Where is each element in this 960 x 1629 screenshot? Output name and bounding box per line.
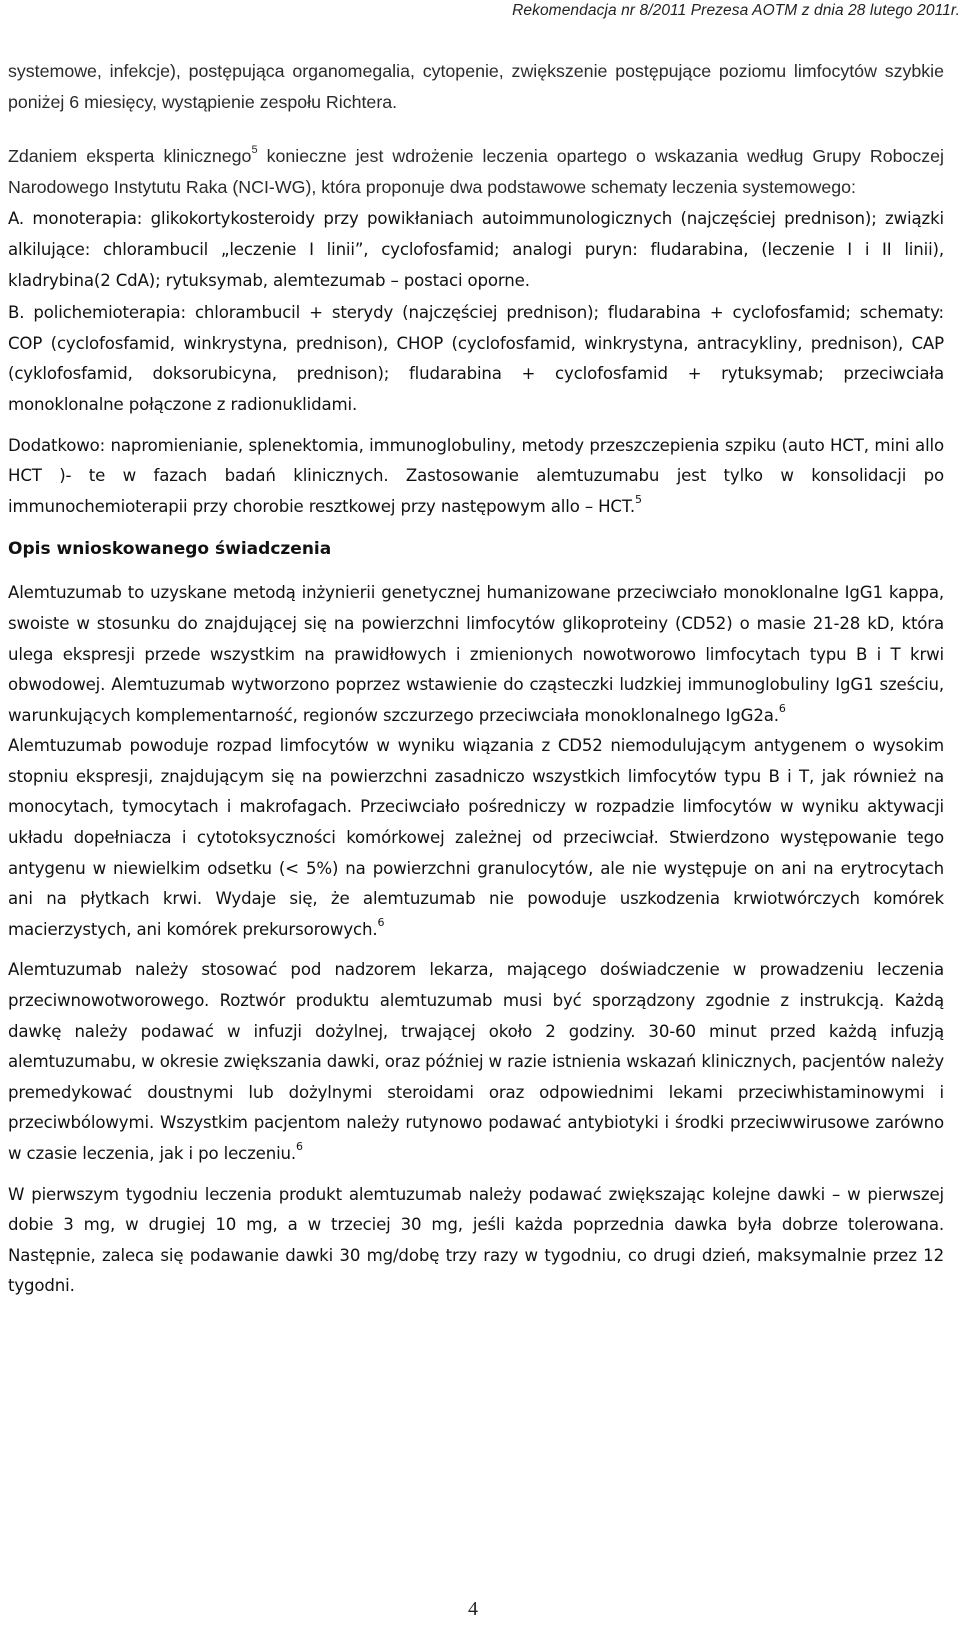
paragraph-alemtuzumab-description-text: Alemtuzumab to uzyskane metodą inżynierii genetycznej humanizowane przeciwciało monoklonalne IgG1 kappa, swoiste w stosunku do znajdującej się na powierzchni limfocytów glikoproteiny (CD52) o masie 21-28 kD, która ulega ekspresji przede wszystkim na prawidłowych i zmienionych nowotworowo limfocytach typu B i T krwi obwodowej. Alemtuzumab wytworzono poprzez wstawienie do cząsteczki ludzkiej immunoglobuliny IgG1 sześciu, warunkujących komplementarność, regionów szczurzego przeciwciała monoklonalnego IgG2a. <box>8 583 944 725</box>
paragraph-additional-methods-text: Dodatkowo: napromienianie, splenektomia, immunoglobuliny, metody przeszczepienia szpiku (auto HCT, mini allo HCT )- te w fazach badań klinicznych. Zastosowanie alemtuzumabu jest tylko w konsolidacji po immunochemioterapii przy chorobie resztkowej przy następowym allo – HCT. <box>8 435 944 516</box>
paragraph-mechanism-text: Alemtuzumab powoduje rozpad limfocytów w wyniku wiązania z CD52 niemodulującym antygenem o wysokim stopniu ekspresji, znajdującym się na powierzchni zasadniczo wszystkich limfocytów typu B i T, jak również na monocytach, tymocytach i makrofagach. Przeciwciało pośredniczy w rozpadzie limfocytów w wyniku aktywacji układu dopełniacza i cytotoksyczności komórkowej zależnej od przeciwciał. Stwierdzono występowanie tego antygenu w niewielkim odsetku (< 5%) na powierzchni granulocytów, ale nie występuje on ani na erytrocytach ani na płytkach krwi. Wydaje się, że alemtuzumab nie powoduje uszkodzenia krwiotwórczych komórek macierzystych, ani komórek prekursorowych. <box>8 736 944 939</box>
paragraph-expert-opinion-rest: konieczne jest wdrożenie leczenia opartego o wskazania według Grupy Roboczej Narodowego Instytutu Raka (NCI-WG), która proponuje dwa podstawowe schematy leczenia systemowego: <box>8 146 944 197</box>
document-body <box>8 56 944 1302</box>
paragraph-administration-text: Alemtuzumab należy stosować pod nadzorem lekarza, mającego doświadczenie w prowadzeniu leczenia przeciwnowotworowego. Roztwór produktu alemtuzumab musi być sporządzony zgodnie z instrukcją. Każdą dawkę należy podawać w infuzji dożylnej, trwającej około 2 godziny. 30-60 minut przed każdą infuzją alemtuzumabu, w okresie zwiększania dawki, oraz później w razie istnienia wskazań klinicznych, pacjentów należy premedykować doustnymi lub dożylnymi steroidami oraz odpowiednimi lekami przeciwhistaminowymi i przeciwbólowymi. Wszystkim pacjentom należy rutynowo podawać antybiotyki i środki przeciwwirusowe zarówno w czasie leczenia, jak i po leczeniu. <box>8 960 944 1163</box>
paragraph-additional-methods <box>8 431 944 523</box>
footnote-ref: 6 <box>778 702 786 716</box>
paragraph-indications-end: systemowe, infekcje), postępująca organomegalia, cytopenie, zwiększenie postępujące poziomu limfocytów szybkie poniżej 6 miesięcy, wystąpienie zespołu Richtera. <box>8 61 944 112</box>
paragraph-alemtuzumab-description <box>8 578 944 731</box>
paragraph-mechanism <box>8 731 944 945</box>
section-heading: Opis wnioskowanego świadczenia <box>8 539 332 560</box>
paragraph-administration <box>8 955 944 1169</box>
page-number: 4 <box>468 1598 478 1620</box>
paragraph-expert-opinion <box>8 141 944 202</box>
paragraph-dosing: W pierwszym tygodniu leczenia produkt alemtuzumab należy podawać zwiększając kolejne dawki – w pierwszej dobie 3 mg, w drugiej 10 mg, a w trzeciej 30 mg, jeśli każda poprzednia dawka była dobrze tolerowana. Następnie, zaleca się podawanie dawki 30 mg/dobę trzy razy w tygodniu, co drugi dzień, maksymalnie przez 12 tygodni. <box>8 1184 944 1296</box>
footnote-ref: 6 <box>377 916 385 930</box>
footnote-ref: 6 <box>296 1140 303 1154</box>
paragraph-expert-opinion-start: Zdaniem eksperta klinicznego <box>8 146 252 167</box>
footnote-ref: 5 <box>635 493 642 507</box>
footnote-ref: 5 <box>251 144 258 157</box>
running-header: Rekomendacja nr 8/2011 Prezesa AOTM z dnia 28 lutego 2011r. <box>512 2 960 19</box>
paragraph-polychemotherapy: B. polichemioterapia: chlorambucil + sterydy (najczęściej prednison); fludarabina + cyclofosfamid; schematy: COP (cyclofosfamid, winkrystyna, prednison), CHOP (cyclofosfamid, winkrystyna, antracykliny, prednison), CAP (cyklofosfamid, doksorubicyna, prednison); fludarabina + cyclofosfamid + rytuksymab; przeciwciała monoklonalne połączone z radionuklidami. <box>8 303 944 414</box>
paragraph-monotherapy: A. monoterapia: glikokortykosteroidy przy powikłaniach autoimmunologicznych (najczęściej prednison); związki alkilujące: chlorambucil „leczenie I linii”, cyclofosfamid; analogi puryn: fludarabina, (leczenie I i II linii), kladrybina(2 CdA); rytuksymab, alemtezumab – postaci oporne. <box>8 209 944 290</box>
